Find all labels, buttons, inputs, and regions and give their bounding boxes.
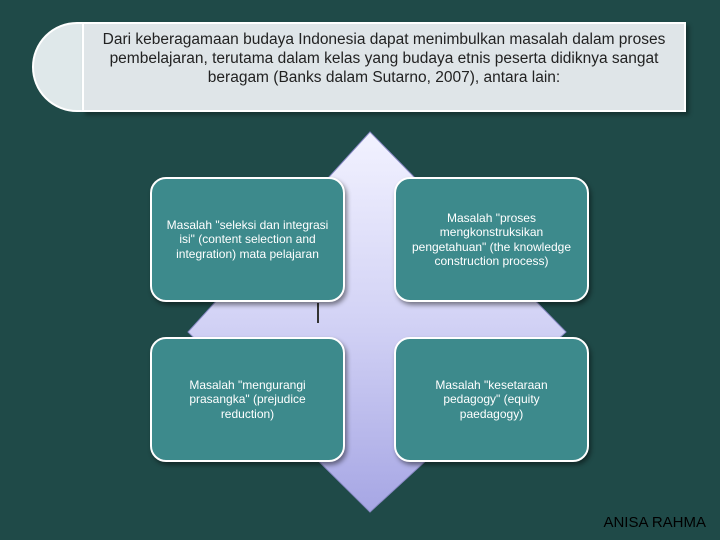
card-content-selection: [150, 177, 345, 302]
card-label: Masalah "proses mengkonstruksikan pengetahuan" (the knowledge construction process): [411, 210, 572, 268]
card-label: Masalah "seleksi dan integrasi isi" (content selection and integration) mata pelajaran: [166, 217, 329, 261]
header-text: Dari keberagamaan budaya Indonesia dapat menimbulkan masalah dalam proses pembelajaran, terutama dalam kelas yang budaya etnis peserta didiknya sangat beragam (Banks dalam Sutarno, 2007), antara lain:: [102, 31, 666, 86]
card-knowledge-construction: [394, 177, 589, 302]
card-label: Masalah "mengurangi prasangka" (prejudice reduction): [189, 377, 306, 421]
card-equity-pedagogy: [394, 337, 589, 462]
author-name: ANISA RAHMA: [603, 514, 706, 531]
card-prejudice-reduction: [150, 337, 345, 462]
connector-line: [317, 303, 319, 323]
card-label: Masalah "kesetaraan pedagogy" (equity paedagogy): [435, 377, 548, 421]
